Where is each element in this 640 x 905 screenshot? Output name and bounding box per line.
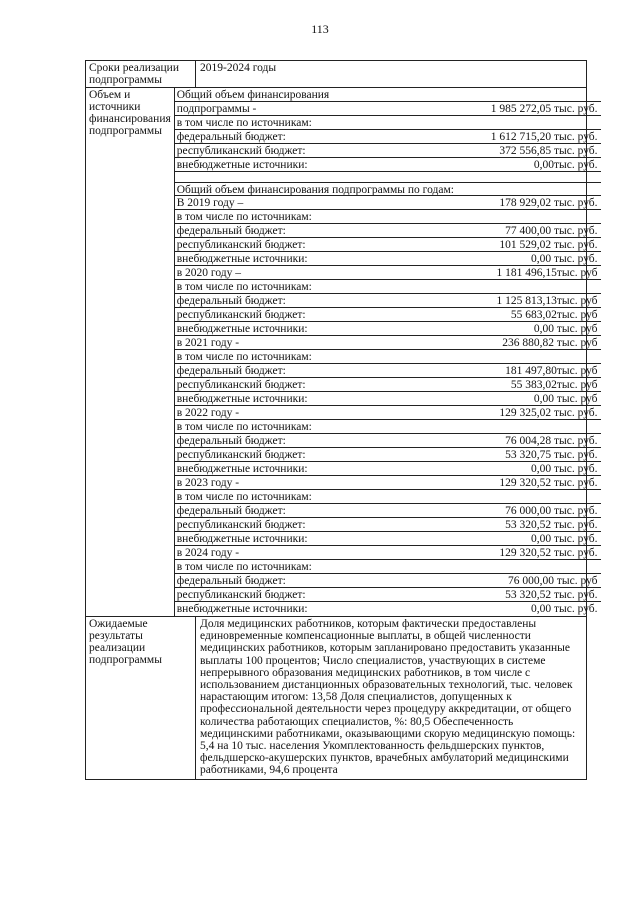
year-total-label: в 2021 году -	[175, 336, 489, 350]
results-label: Ожидаемые результаты реализации подпрограммы	[86, 617, 196, 779]
year-total-label: в 2020 году –	[175, 266, 489, 280]
year-incl-sources-value	[489, 210, 601, 224]
year-republic-label: республиканский бюджет:	[175, 588, 489, 602]
year-federal-value: 181 497,80тыс. руб	[489, 364, 601, 378]
year-total-value: 129 320,52 тыс. руб.	[489, 546, 601, 560]
year-federal-label: федеральный бюджет:	[175, 504, 489, 518]
year-total-label: В 2019 году –	[175, 196, 489, 210]
year-total-label: в 2023 году -	[175, 476, 489, 490]
year-offbudget-value: 0,00 тыс. руб.	[489, 462, 601, 476]
year-total-value: 178 929,02 тыс. руб.	[489, 196, 601, 210]
year-republic-label: республиканский бюджет:	[175, 518, 489, 532]
incl-sources: в том числе по источникам:	[175, 116, 489, 130]
year-incl-sources-value	[489, 350, 601, 364]
year-total-value: 129 320,52 тыс. руб.	[489, 476, 601, 490]
year-federal-value: 76 000,00 тыс. руб	[489, 574, 601, 588]
offbudget-value: 0,00тыс. руб.	[489, 158, 601, 172]
year-total-label: в 2024 году -	[175, 546, 489, 560]
year-federal-label: федеральный бюджет:	[175, 224, 489, 238]
row-financing	[86, 87, 598, 616]
row-results	[86, 616, 586, 779]
republic-label: республиканский бюджет:	[175, 144, 489, 158]
year-republic-label: республиканский бюджет:	[175, 238, 489, 252]
total-value: 1 985 272,05 тыс. руб.	[489, 102, 601, 116]
federal-value: 1 612 715,20 тыс. руб.	[489, 130, 601, 144]
year-incl-sources-value	[489, 420, 601, 434]
year-offbudget-label: внебюджетные источники:	[175, 252, 489, 266]
by-years-head: Общий объем финансирования подпрограммы по годам:	[175, 182, 601, 196]
year-offbudget-label: внебюджетные источники:	[175, 462, 489, 476]
row-period	[86, 61, 586, 87]
financing-label: Объем и источники финансирования подпрограммы	[86, 88, 175, 616]
year-federal-value: 77 400,00 тыс. руб.	[489, 224, 601, 238]
year-incl-sources-value	[489, 560, 601, 574]
year-offbudget-label: внебюджетные источники:	[175, 392, 489, 406]
year-incl-sources-label: в том числе по источникам:	[175, 350, 489, 364]
year-block	[175, 266, 601, 336]
year-block	[175, 196, 601, 266]
year-republic-label: республиканский бюджет:	[175, 308, 489, 322]
year-incl-sources-label: в том числе по источникам:	[175, 280, 489, 294]
year-federal-label: федеральный бюджет:	[175, 364, 489, 378]
years-list	[175, 196, 601, 616]
year-block	[175, 476, 601, 546]
year-offbudget-label: внебюджетные источники:	[175, 532, 489, 546]
period-value: 2019-2024 годы	[200, 62, 277, 74]
year-incl-sources-label: в том числе по источникам:	[175, 420, 489, 434]
year-federal-label: федеральный бюджет:	[175, 294, 489, 308]
offbudget-label: внебюджетные источники:	[175, 158, 489, 172]
period-label: Сроки реализации подпрограммы	[86, 61, 196, 87]
year-republic-value: 101 529,02 тыс. руб.	[489, 238, 601, 252]
year-republic-value: 53 320,52 тыс. руб.	[489, 518, 601, 532]
year-republic-value: 53 320,52 тыс. руб.	[489, 588, 601, 602]
year-federal-value: 76 004,28 тыс. руб.	[489, 434, 601, 448]
year-federal-label: федеральный бюджет:	[175, 574, 489, 588]
total-head: Общий объем финансирования	[175, 88, 489, 102]
year-federal-value: 76 000,00 тыс. руб.	[489, 504, 601, 518]
year-offbudget-value: 0,00 тыс. руб.	[489, 532, 601, 546]
year-offbudget-label: внебюджетные источники:	[176, 603, 308, 615]
financing-grid	[175, 88, 601, 172]
passport-table	[85, 60, 598, 780]
year-incl-sources-value	[489, 280, 601, 294]
year-total-label: в 2022 году -	[175, 406, 489, 420]
year-offbudget-value: 0,00 тыс. руб	[489, 392, 601, 406]
year-republic-label: республиканский бюджет:	[175, 448, 489, 462]
year-federal-label: федеральный бюджет:	[175, 434, 489, 448]
year-block	[175, 406, 601, 476]
year-federal-value: 1 125 813,13тыс. руб	[489, 294, 601, 308]
year-incl-sources-label: в том числе по источникам:	[175, 490, 489, 504]
year-total-value: 1 181 496,15тыс. руб	[489, 266, 601, 280]
year-offbudget-label: внебюджетные источники:	[175, 322, 489, 336]
year-block	[175, 546, 601, 616]
results-text: Доля медицинских работников, которым фактически предоставлены единовременные компенсационные выплаты, в общей численности медицинских работников, которым запланировано предоставить указанные выплаты 100 процентов; Число специалистов, участвующих в системе непрерывного образования медицинских работников, в том числе с использованием дистанционных образовательных технологий, тыс. человек нарастающим итогом: 13,58 Доля специалистов, допущенных к профессиональной деятельности через процедуру аккредитации, от общего количества работающих специалистов, %: 80,5 Обеспеченность медицинскими работниками, оказывающими скорую медицинскую помощь: 5,4 на 10 тыс. населения Укомплектованность фельдшерских пунктов, фельдшерско-акушерских пунктов, врачебных амбулаторий медицинскими работниками, 94,6 процента	[200, 618, 576, 777]
year-incl-sources-value	[489, 490, 601, 504]
year-offbudget-value: 0,00 тыс. руб	[489, 322, 601, 336]
republic-value: 372 556,85 тыс. руб.	[489, 144, 601, 158]
year-republic-label: республиканский бюджет:	[175, 378, 489, 392]
year-total-value: 129 325,02 тыс. руб.	[489, 406, 601, 420]
year-republic-value: 55 383,02тыс. руб	[489, 378, 601, 392]
year-block	[175, 336, 601, 406]
federal-label: федеральный бюджет:	[175, 130, 489, 144]
financing-value	[175, 88, 601, 616]
year-incl-sources-label: в том числе по источникам:	[175, 210, 489, 224]
year-offbudget-value: 0,00 тыс. руб.	[489, 252, 601, 266]
page-number: 113	[311, 22, 329, 36]
year-incl-sources-label: в том числе по источникам:	[175, 560, 489, 574]
year-republic-value: 53 320,75 тыс. руб.	[489, 448, 601, 462]
total-label: подпрограммы -	[175, 102, 489, 116]
year-total-value: 236 880,82 тыс. руб	[489, 336, 601, 350]
year-offbudget-value: 0,00 тыс. руб.	[531, 603, 598, 615]
year-republic-value: 55 683,02тыс. руб	[489, 308, 601, 322]
